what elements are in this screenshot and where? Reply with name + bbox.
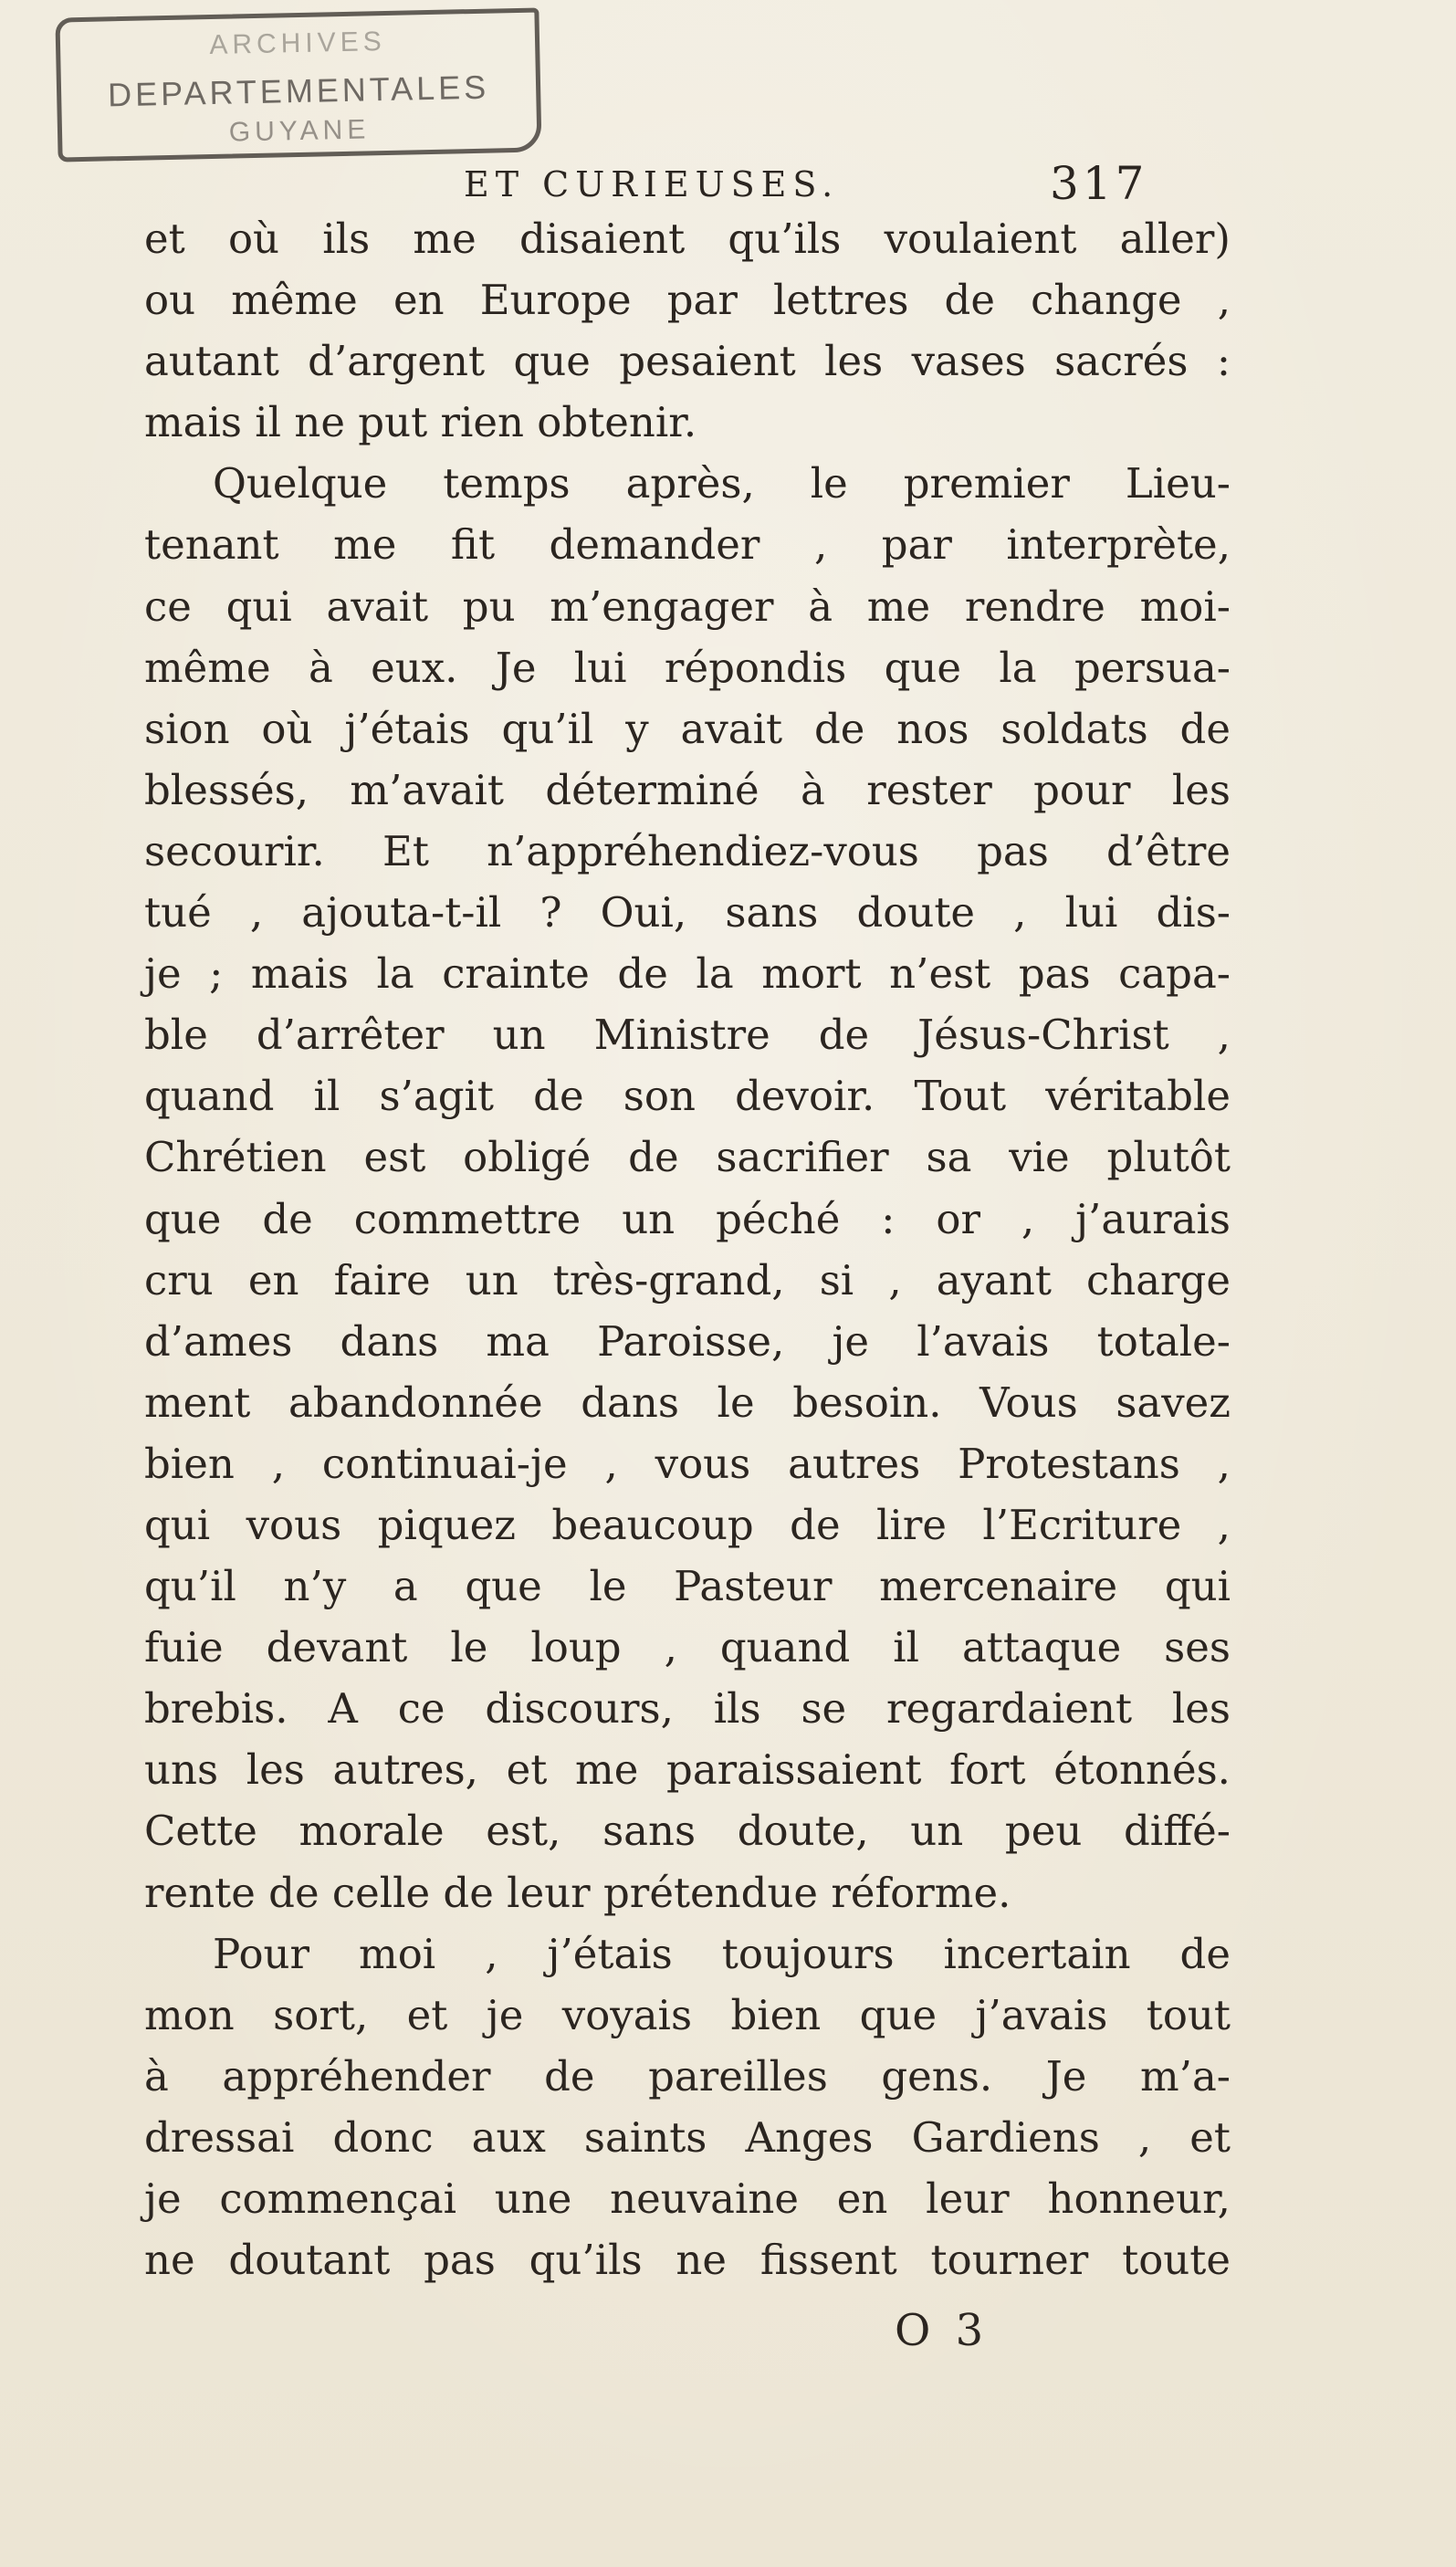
- text-line: uns les autres, et me paraissaient fort étonnés.: [144, 1745, 1231, 1795]
- stamp-line-archives: ARCHIVES: [209, 26, 387, 61]
- text-line: à appréhender de pareilles gens. Je m’a-: [144, 2051, 1231, 2101]
- text-line: tué , ajouta-t-il ? Oui, sans doute , lui dis-: [144, 888, 1231, 938]
- text-line: rente de celle de leur prétendue réforme.: [144, 1868, 1011, 1917]
- archive-stamp: [55, 7, 541, 162]
- text-line: je ; mais la crainte de la mort n’est pas capa-: [144, 949, 1231, 999]
- text-line: et où ils me disaient qu’ils voulaient aller): [144, 215, 1231, 263]
- text-line: blessés, m’avait déterminé à rester pour les: [144, 765, 1231, 814]
- stamp-line-guyane: GUYANE: [228, 114, 371, 148]
- text-line: dressai donc aux saints Anges Gardiens , et: [144, 2112, 1231, 2162]
- text-line: qui vous piquez beaucoup de lire l’Ecriture ,: [144, 1500, 1231, 1549]
- text-line: ce qui avait pu m’engager à me rendre moi-: [144, 582, 1231, 631]
- text-line: tenant me fit demander , par interprète,: [144, 520, 1231, 570]
- text-line: Quelque temps après, le premier Lieu-: [213, 459, 1231, 508]
- running-title: ET CURIEUSES.: [464, 164, 840, 204]
- text-line: que de commettre un péché : or , j’aurais: [144, 1194, 1231, 1243]
- text-line: qu’il n’y a que le Pasteur mercenaire qui: [144, 1562, 1231, 1611]
- text-line: sion où j’étais qu’il y avait de nos soldats de: [144, 704, 1231, 753]
- signature-mark: O 3: [895, 2305, 990, 2356]
- text-line: ou même en Europe par lettres de change ,: [144, 276, 1231, 325]
- text-line: je commençai une neuvaine en leur honneur,: [144, 2174, 1231, 2223]
- text-line: cru en faire un très-grand, si , ayant charge: [144, 1255, 1231, 1304]
- text-line: Chrétien est obligé de sacrifier sa vie plutôt: [144, 1133, 1231, 1182]
- text-line: Cette morale est, sans doute, un peu diffé-: [144, 1807, 1231, 1856]
- text-line: fuie devant le loup , quand il attaque ses: [144, 1623, 1231, 1672]
- text-line: ne doutant pas qu’ils ne fissent tourner toute: [144, 2236, 1231, 2285]
- text-line: d’ames dans ma Paroisse, je l’avais totale-: [144, 1316, 1231, 1366]
- text-line: bien , continuai-je , vous autres Protestans ,: [144, 1439, 1231, 1488]
- text-line: quand il s’agit de son devoir. Tout véritable: [144, 1072, 1231, 1121]
- text-line: même à eux. Je lui répondis que la persua-: [144, 643, 1231, 692]
- text-line: ble d’arrêter un Ministre de Jésus-Christ ,: [144, 1011, 1231, 1060]
- text-line: mais il ne put rien obtenir.: [144, 398, 697, 447]
- body-text: [144, 208, 1231, 2290]
- stamp-line-departementales: DEPARTEMENTALES: [107, 68, 490, 114]
- text-line: Pour moi , j’étais toujours incertain de: [213, 1929, 1231, 1978]
- text-line: brebis. A ce discours, ils se regardaient les: [144, 1684, 1231, 1734]
- text-line: autant d’argent que pesaient les vases sacrés :: [144, 337, 1231, 386]
- page-number: 317: [1050, 157, 1148, 210]
- text-line: secourir. Et n’appréhendiez-vous pas d’être: [144, 826, 1231, 875]
- text-line: ment abandonnée dans le besoin. Vous savez: [144, 1378, 1231, 1427]
- text-line: mon sort, et je voyais bien que j’avais tout: [144, 1990, 1231, 2039]
